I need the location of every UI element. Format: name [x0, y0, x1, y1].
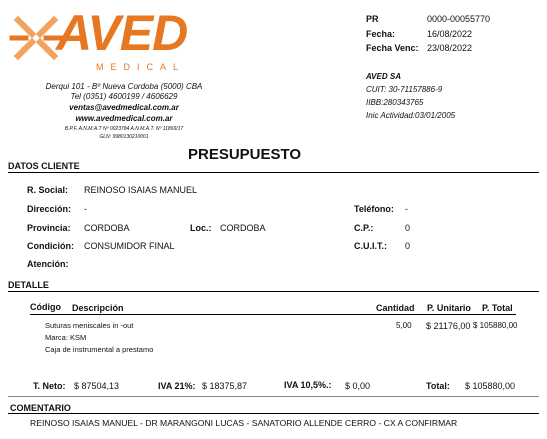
condicion-value: CONSUMIDOR FINAL	[84, 241, 175, 251]
col-total: P. Total	[482, 303, 513, 313]
razon-value: REINOSO ISAIAS MANUEL	[84, 185, 198, 195]
col-unitario: P. Unitario	[427, 303, 471, 313]
company-cuit: CUIT: 30-71157886-9	[366, 85, 443, 94]
col-descripcion: Descripción	[72, 303, 124, 313]
cp-value: 0	[405, 223, 411, 233]
divider	[30, 314, 516, 315]
neto-value: $ 87504,13	[74, 381, 120, 391]
total-value: $ 105880,00	[465, 381, 516, 391]
divider	[8, 413, 539, 414]
divider	[8, 291, 539, 292]
neto-label: T. Neto:	[33, 381, 66, 391]
company-phone: Tel (0351) 4600199 / 4606629	[70, 92, 178, 101]
condicion-label: Condición:	[27, 241, 74, 251]
company-web: www.avedmedical.com.ar	[75, 114, 173, 123]
provincia-value: CORDOBA	[84, 223, 130, 233]
iva105-label: IVA 10,5%.:	[284, 380, 332, 390]
iva105-value: $ 0,00	[345, 381, 371, 391]
divider	[8, 172, 539, 173]
company-bpf: B.P.F. A.N.M.A.T Nº 0023784 A.N.M.A.T. Nº 11869/17	[64, 126, 184, 132]
direccion-value: -	[84, 204, 87, 214]
cuit-label: C.U.I.T.:	[354, 241, 387, 251]
iva21-label: IVA 21%:	[158, 381, 196, 391]
telefono-value: -	[405, 204, 408, 214]
item-desc-line3: Caja de instrumental a prestamo	[45, 345, 154, 354]
atencion-label: Atención:	[27, 259, 69, 269]
localidad-value: CORDOBA	[220, 223, 266, 233]
telefono-label: Teléfono:	[354, 204, 394, 214]
cuit-value: 0	[405, 241, 411, 251]
item-unitario: $ 21176,00	[426, 321, 471, 331]
direccion-label: Dirección:	[27, 204, 72, 214]
brand-name: AVED	[56, 5, 188, 61]
company-iibb: IIBB:280343765	[366, 98, 424, 107]
fecha-label: Fecha:	[366, 29, 396, 39]
venc-label: Fecha Venc:	[366, 43, 419, 53]
brand-subtitle: MEDICAL	[96, 62, 186, 72]
pr-label: PR	[366, 14, 379, 24]
pr-value: 0000-00055770	[427, 14, 491, 24]
col-cantidad: Cantidad	[376, 303, 415, 313]
cp-label: C.P.:	[354, 223, 374, 233]
company-legal-name: AVED SA	[366, 72, 401, 81]
comentario-text: REINOSO ISAIAS MANUEL - DR MARANGONI LUCAS - SANATORIO ALLENDE CERRO - CX A CONFIRMAR	[30, 418, 458, 428]
item-desc-line1: Suturas meniscales in -out	[45, 321, 134, 330]
provincia-label: Provincia:	[27, 223, 71, 233]
company-address: Derqui 101 - Bº Nueva Cordoba (5000) CBA	[45, 82, 203, 91]
item-cantidad: 5,00	[396, 321, 412, 330]
divider	[8, 396, 539, 397]
fecha-value: 16/08/2022	[427, 29, 473, 39]
section-comentario: COMENTARIO	[10, 403, 71, 413]
company-gln: GLN: 9980130210001	[99, 134, 149, 140]
section-datos-cliente: DATOS CLIENTE	[8, 161, 80, 171]
section-detalle: DETALLE	[8, 280, 49, 290]
company-inicio: Inic Actividad:03/01/2005	[366, 111, 456, 120]
localidad-label: Loc.:	[190, 223, 212, 233]
total-label: Total:	[426, 381, 450, 391]
item-total: $ 105880,00	[473, 321, 518, 330]
item-desc-line2: Marca: KSM	[45, 333, 87, 342]
iva21-value: $ 18375,87	[202, 381, 248, 391]
company-email: ventas@avedmedical.com.ar	[69, 103, 179, 112]
col-codigo: Código	[30, 302, 61, 312]
document-title: PRESUPUESTO	[188, 146, 302, 163]
razon-label: R. Social:	[27, 185, 69, 195]
venc-value: 23/08/2022	[427, 43, 473, 53]
